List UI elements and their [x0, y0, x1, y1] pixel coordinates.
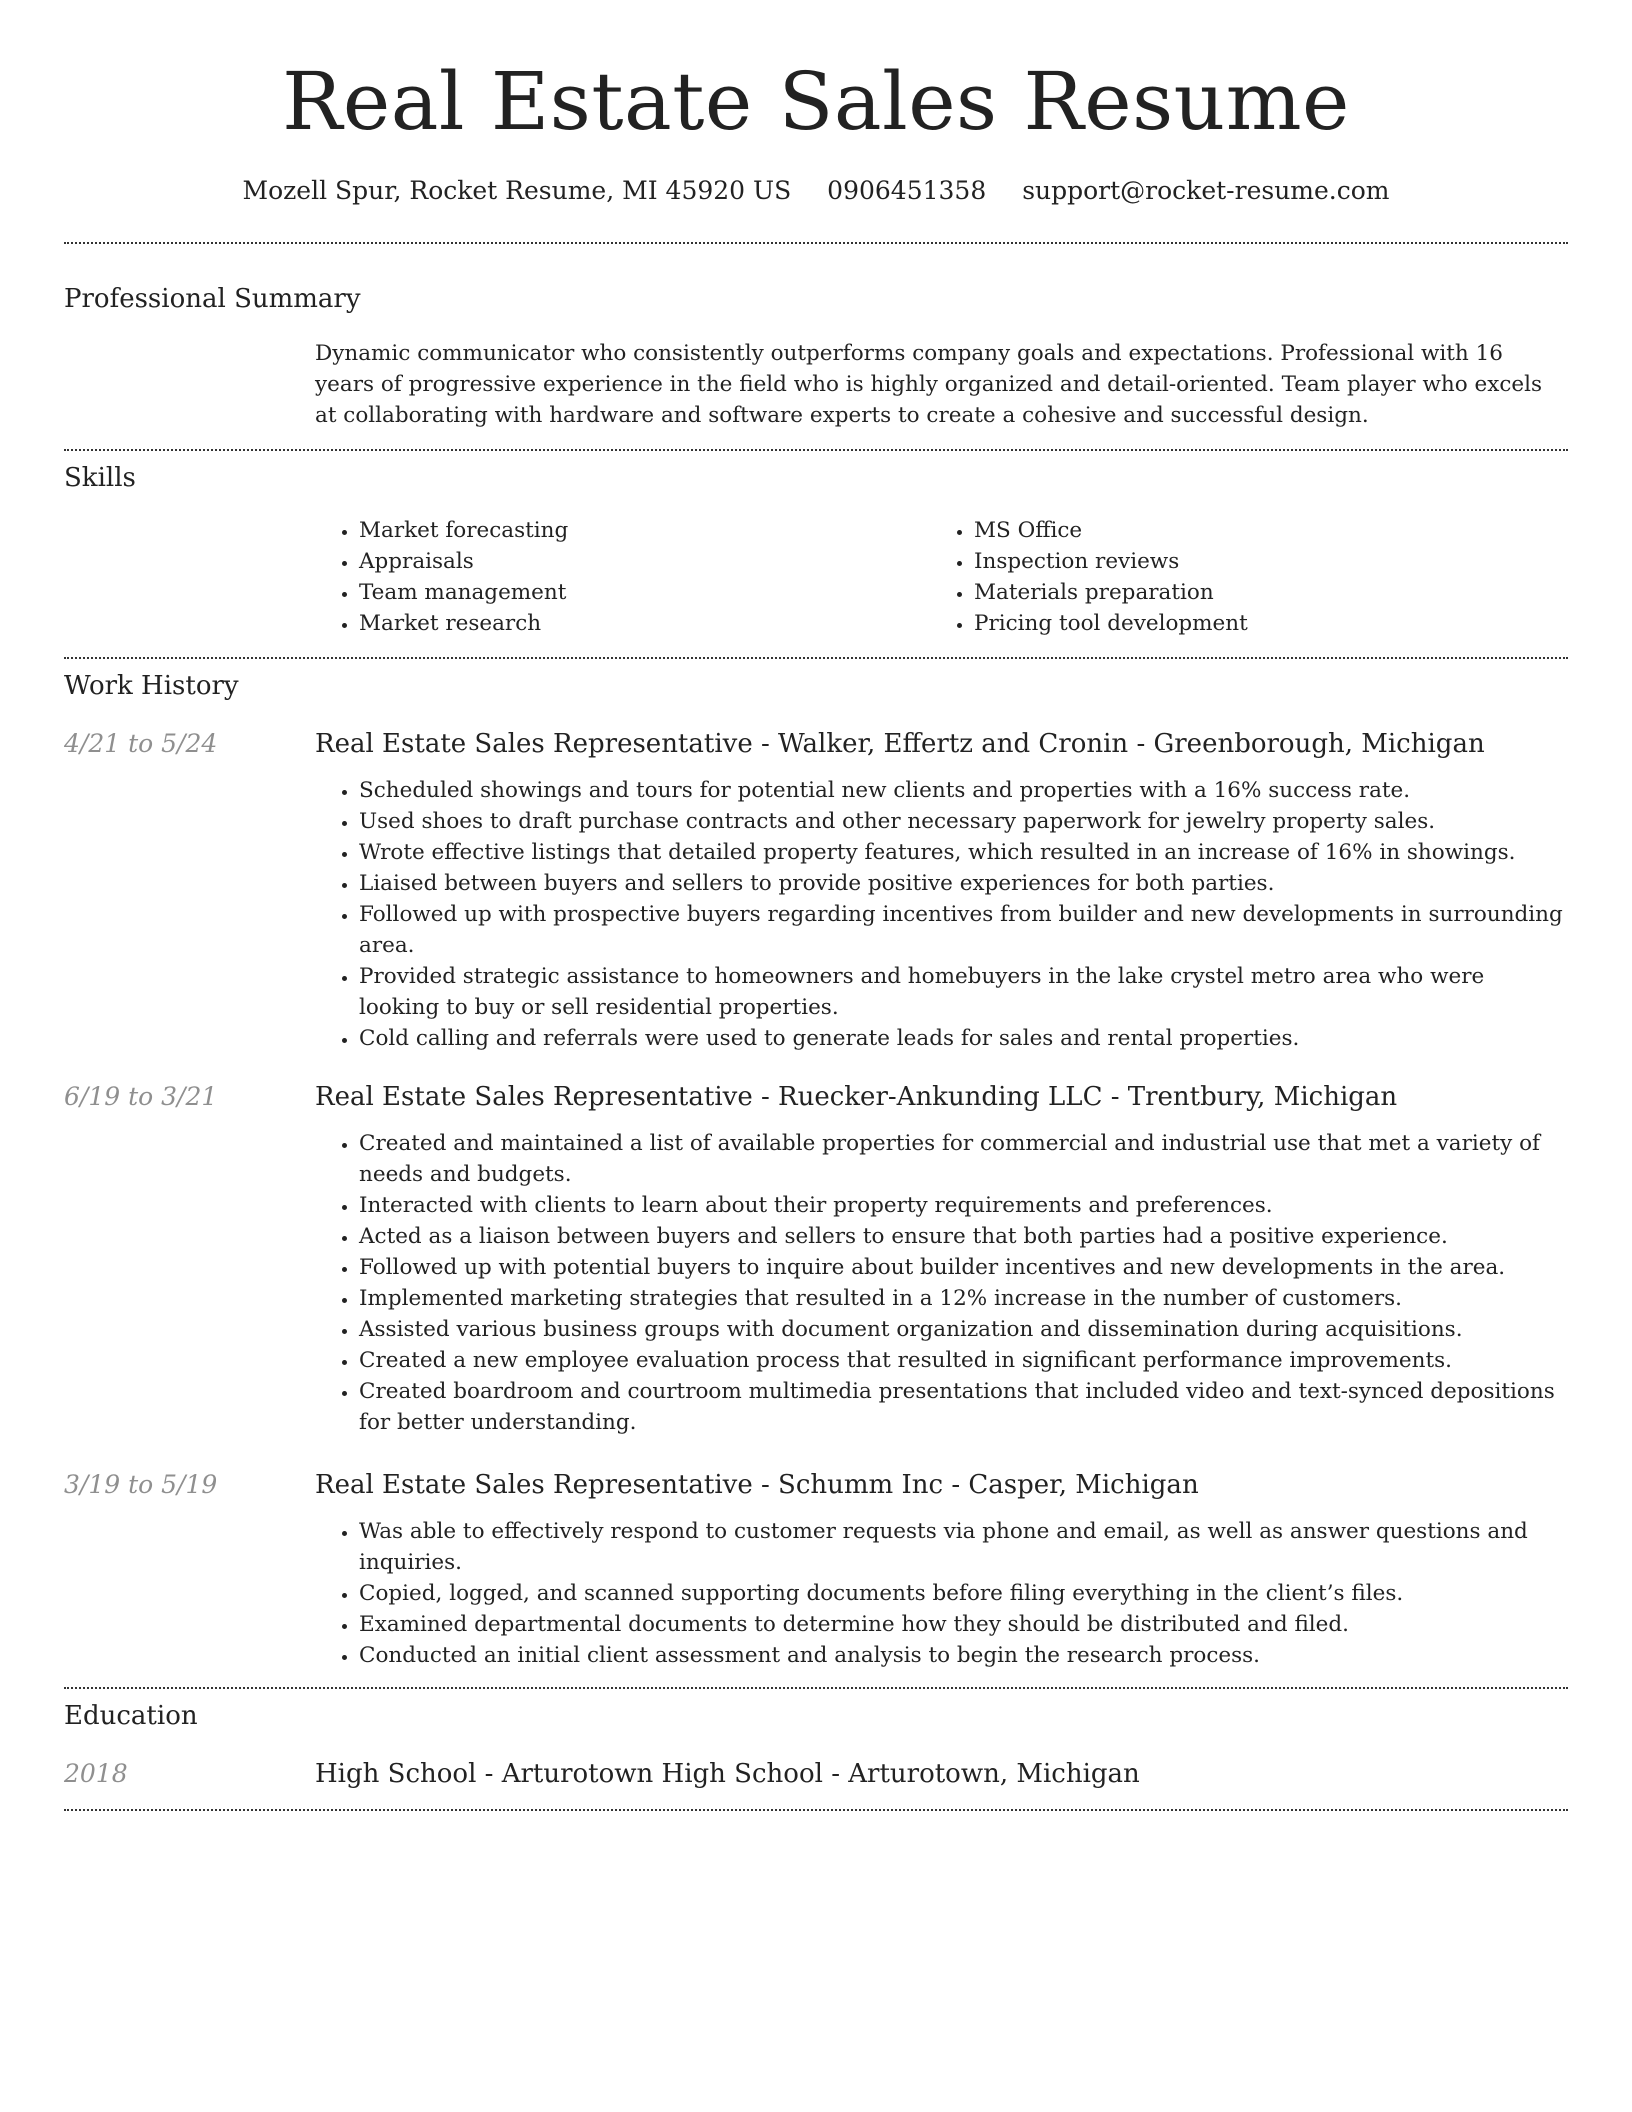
job-bullets	[315, 775, 1568, 1054]
job-bullet: • Implemented marketing strategies that resulted in a 12% increase in the number of customers.	[359, 1283, 1568, 1314]
job-body	[315, 1080, 1568, 1438]
skill-item: • Pricing tool development	[974, 608, 1545, 639]
education-section	[64, 1689, 1568, 1791]
job-bullet: • Was able to effectively respond to customer requests via phone and email, as well as answer questions and inquiries.	[359, 1516, 1568, 1578]
skill-item: • Inspection reviews	[974, 546, 1545, 577]
summary-text: Dynamic communicator who consistently outperforms company goals and expectations. Professional with 16 years of progressive experience in the field who is highly organized and detail-oriented. Team player who excels at collaborating with hardware and software experts to create a cohesive and successful design.	[315, 341, 1543, 428]
skills-row	[64, 515, 1568, 639]
job-heading: Real Estate Sales Representative - Walker, Effertz and Cronin - Greenborough, Michigan	[315, 729, 1485, 759]
skills-grid	[315, 515, 1568, 639]
skill-item: • Materials preparation	[974, 577, 1545, 608]
job-bullet: • Conducted an initial client assessment and analysis to begin the research process.	[359, 1640, 1568, 1671]
job-dates: 4/21 to 5/24	[64, 729, 218, 758]
education-year: 2018	[64, 1759, 128, 1788]
job-bullet: • Followed up with prospective buyers regarding incentives from builder and new developments in surrounding area.	[359, 899, 1568, 961]
education-entry	[64, 1757, 1568, 1791]
skill-item: • Market forecasting	[359, 515, 930, 546]
education-divider	[64, 1809, 1568, 1811]
skill-item: • MS Office	[974, 515, 1545, 546]
education-body	[315, 1757, 1568, 1791]
contact-email: support@rocket-resume.com	[1022, 176, 1390, 205]
job-dates: 6/19 to 3/21	[64, 1082, 218, 1111]
job-heading: Real Estate Sales Representative - Ruecker-Ankunding LLC - Trentbury, Michigan	[315, 1082, 1398, 1112]
skills-list-right	[930, 515, 1545, 639]
job-bullet: • Copied, logged, and scanned supporting documents before filing everything in the client’s files.	[359, 1578, 1568, 1609]
job-bullet: • Liaised between buyers and sellers to provide positive experiences for both parties.	[359, 868, 1568, 899]
contact-phone: 0906451358	[827, 176, 987, 205]
skills-body	[315, 515, 1568, 639]
section-title-skills: Skills	[64, 463, 136, 493]
section-title-education: Education	[64, 1701, 198, 1731]
section-title-work-history: Work History	[64, 671, 239, 701]
job-heading: Real Estate Sales Representative - Schumm Inc - Casper, Michigan	[315, 1470, 1199, 1500]
summary-body	[315, 338, 1568, 431]
job-bullet: • Created a new employee evaluation process that resulted in significant performance improvements.	[359, 1345, 1568, 1376]
summary-row	[64, 338, 1568, 431]
skill-item: • Appraisals	[359, 546, 930, 577]
job-bullet: • Wrote effective listings that detailed property features, which resulted in an increase of 16% in showings.	[359, 837, 1568, 868]
job-entry	[64, 1468, 1568, 1671]
job-bullet: • Created and maintained a list of available properties for commercial and industrial use that met a variety of needs and budgets.	[359, 1128, 1568, 1190]
summary-section	[64, 244, 1568, 431]
contact-line	[64, 174, 1568, 208]
skills-list-left	[315, 515, 930, 639]
work-history-section	[64, 659, 1568, 1671]
skills-spacer	[64, 515, 315, 639]
job-bullet: • Created boardroom and courtroom multimedia presentations that included video and text-synced depositions for better understanding.	[359, 1376, 1568, 1438]
job-bullet: • Assisted various business groups with document organization and dissemination during acquisitions.	[359, 1314, 1568, 1345]
job-bullet: • Followed up with potential buyers to inquire about builder incentives and new developments in the area.	[359, 1252, 1568, 1283]
skill-item: • Team management	[359, 577, 930, 608]
job-body	[315, 1468, 1568, 1671]
job-bullet: • Used shoes to draft purchase contracts and other necessary paperwork for jewelry property sales.	[359, 806, 1568, 837]
job-dates: 3/19 to 5/19	[64, 1470, 218, 1499]
section-title-summary: Professional Summary	[64, 284, 361, 314]
job-entry	[64, 727, 1568, 1054]
job-bullet: • Examined departmental documents to determine how they should be distributed and filed.	[359, 1609, 1568, 1640]
job-bullets	[315, 1128, 1568, 1438]
job-bullet: • Interacted with clients to learn about their property requirements and preferences.	[359, 1190, 1568, 1221]
job-bullet: • Provided strategic assistance to homeowners and homebuyers in the lake crystel metro area who were looking to buy or sell residential properties.	[359, 961, 1568, 1023]
job-bullet: • Cold calling and referrals were used to generate leads for sales and rental properties.	[359, 1023, 1568, 1054]
summary-spacer	[64, 338, 315, 431]
job-bullets	[315, 1516, 1568, 1671]
education-heading: High School - Arturotown High School - Arturotown, Michigan	[315, 1759, 1140, 1789]
resume-title: Real Estate Sales Resume	[282, 55, 1350, 148]
skill-item: • Market research	[359, 608, 930, 639]
skills-section	[64, 451, 1568, 639]
job-bullet: • Scheduled showings and tours for potential new clients and properties with a 16% success rate.	[359, 775, 1568, 806]
job-entry	[64, 1080, 1568, 1438]
contact-address: Mozell Spur, Rocket Resume, MI 45920 US	[242, 176, 792, 205]
job-bullet: • Acted as a liaison between buyers and sellers to ensure that both parties had a positive experience.	[359, 1221, 1568, 1252]
job-body	[315, 727, 1568, 1054]
